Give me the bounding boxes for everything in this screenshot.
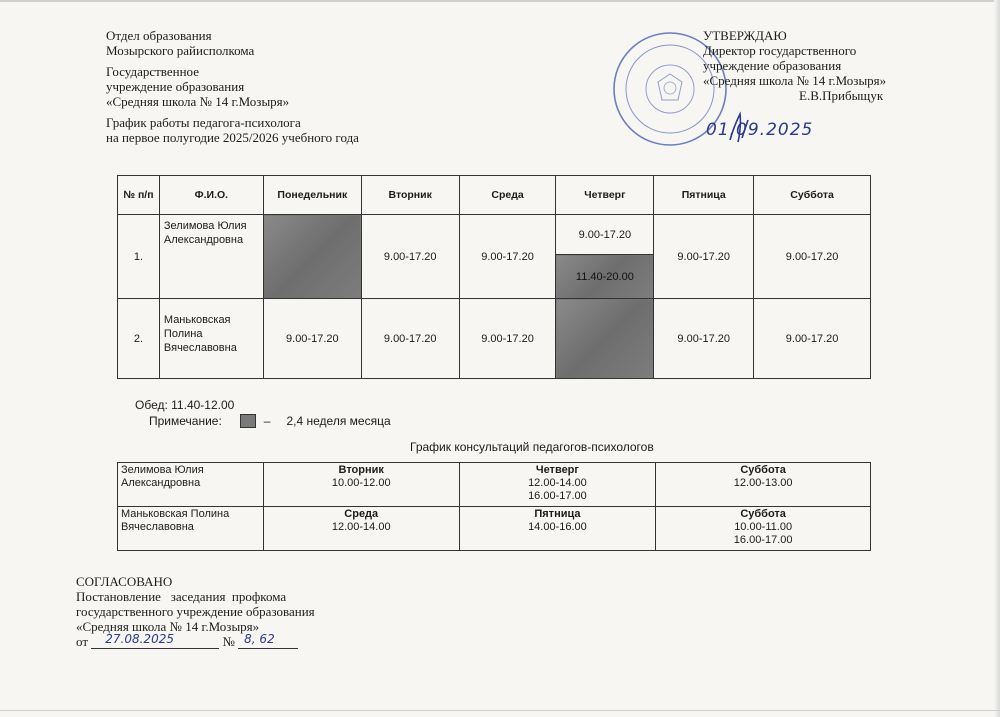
- employee-name: Маньковская Полина Вячеславовна: [159, 299, 263, 379]
- agreed-line-2: государственного учреждение образования: [76, 604, 315, 619]
- schedule-cell: 9.00-17.20: [263, 299, 361, 379]
- org-line-3: «Средняя школа № 14 г.Мозыря»: [106, 94, 290, 109]
- col-header-fri: Пятница: [654, 176, 754, 215]
- consult-day: Вторник: [338, 464, 384, 476]
- approver-line-2: учреждение образования: [703, 58, 842, 73]
- col-header-sat: Суббота: [754, 176, 871, 215]
- dept-line-2: Мозырского райисполкома: [106, 43, 255, 58]
- schedule-cell: 9.00-17.20: [459, 299, 556, 379]
- consult-day: Четверг: [535, 464, 579, 476]
- consult-cell: [459, 463, 656, 507]
- handwritten-agreed-date: 27.08.2025: [105, 632, 174, 646]
- number-blank: [238, 634, 298, 649]
- col-header-mon: Понедельник: [263, 176, 361, 215]
- consult-cell: [263, 507, 459, 551]
- col-header-tue: Вторник: [361, 176, 459, 215]
- schedule-cell: 9.00-17.20: [654, 299, 754, 379]
- consultation-table: [117, 462, 871, 551]
- consult-day: Пятница: [534, 508, 581, 520]
- table-row: [118, 299, 871, 379]
- row-num: 2.: [118, 299, 160, 379]
- consult-cell: [459, 507, 656, 551]
- consult-cell: [656, 463, 871, 507]
- notes-block: [135, 397, 391, 429]
- consult-time: 14.00-16.00: [528, 521, 587, 533]
- agreed-date-line: [76, 634, 315, 649]
- consult-cell: [263, 463, 459, 507]
- agreed-block: [76, 574, 315, 649]
- row-num: 1.: [118, 215, 160, 299]
- consult-time: 12.00-13.00: [733, 477, 793, 489]
- schedule-cell: 9.00-17.20: [754, 215, 871, 299]
- scan-top-edge: [0, 0, 1000, 2]
- number-sign: №: [222, 634, 235, 649]
- approve-label: УТВЕРЖДАЮ: [703, 28, 787, 43]
- approver-line-1: Директор государственного: [703, 43, 857, 58]
- consult-day: Суббота: [740, 464, 786, 476]
- consult-employee-name: Зелимова Юлия Александровна: [118, 463, 264, 507]
- consult-time: 16.00-17.00: [733, 534, 793, 546]
- agreed-title: СОГЛАСОВАНО: [76, 574, 173, 589]
- date-blank: [91, 634, 219, 649]
- handwritten-protocol-number: 8, 62: [244, 632, 275, 646]
- consult-title: График консультаций педагогов-психологов: [410, 440, 654, 454]
- agreed-line-3: «Средняя школа № 14 г.Мозыря»: [76, 619, 260, 634]
- agreed-line-1: Постановление заседания профкома: [76, 589, 287, 604]
- approver-signer: Е.В.Прибыщук: [799, 88, 884, 103]
- org-line-1: Государственное: [106, 64, 199, 79]
- doc-title-line-1: График работы педагога-психолога: [106, 115, 301, 130]
- consult-time: 16.00-17.00: [528, 490, 587, 502]
- remark-dash: –: [263, 414, 271, 428]
- legend-swatch: [240, 414, 256, 428]
- from-label: от: [76, 634, 89, 649]
- schedule-cell: 9.00-17.20: [654, 215, 754, 299]
- consult-day: Суббота: [740, 508, 786, 520]
- employee-name: Зелимова Юлия Александровна: [159, 215, 263, 299]
- dept-line-1: Отдел образования: [106, 28, 212, 43]
- org-line-2: учреждение образования: [106, 79, 245, 94]
- schedule-header-row: [118, 176, 871, 215]
- header-right: [703, 28, 886, 103]
- remark-label: Примечание:: [149, 414, 222, 428]
- col-header-wed: Среда: [459, 176, 556, 215]
- col-header-thu: Четверг: [556, 176, 654, 215]
- consult-day: Среда: [344, 508, 379, 520]
- approver-line-3: «Средняя школа № 14 г.Мозыря»: [703, 73, 887, 88]
- schedule-cell: 9.00-17.20: [556, 215, 654, 255]
- consult-time: 10.00-11.00: [734, 521, 793, 533]
- schedule-cell: 9.00-17.20: [754, 299, 871, 379]
- shaded-cell: [556, 299, 654, 379]
- scan-bottom-edge: [0, 710, 1000, 711]
- table-row: [118, 507, 871, 551]
- header-left: [106, 28, 359, 151]
- table-row: [118, 215, 871, 255]
- table-row: [118, 463, 871, 507]
- remark-text: 2,4 неделя месяца: [286, 414, 391, 428]
- schedule-cell: 9.00-17.20: [361, 299, 459, 379]
- col-header-name: Ф.И.О.: [159, 176, 263, 215]
- schedule-cell: 9.00-17.20: [361, 215, 459, 299]
- consult-time: 12.00-14.00: [331, 521, 391, 533]
- shaded-cell: [263, 215, 361, 299]
- scan-right-edge: [994, 0, 1000, 717]
- consult-time: 12.00-14.00: [528, 477, 587, 489]
- consult-cell: [656, 507, 871, 551]
- schedule-cell: 9.00-17.20: [459, 215, 556, 299]
- consult-time: 10.00-12.00: [331, 477, 391, 489]
- doc-title-line-2: на первое полугодие 2025/2026 учебного года: [106, 130, 359, 145]
- lunch-note: Обед: 11.40-12.00: [135, 398, 235, 412]
- col-header-num: № п/п: [118, 176, 160, 215]
- approval-date: 01.09.2025: [706, 120, 814, 140]
- consult-employee-name: Маньковская Полина Вячеславовна: [118, 507, 264, 551]
- shaded-schedule-cell: 11.40-20.00: [556, 255, 654, 299]
- work-schedule-table: [117, 175, 871, 379]
